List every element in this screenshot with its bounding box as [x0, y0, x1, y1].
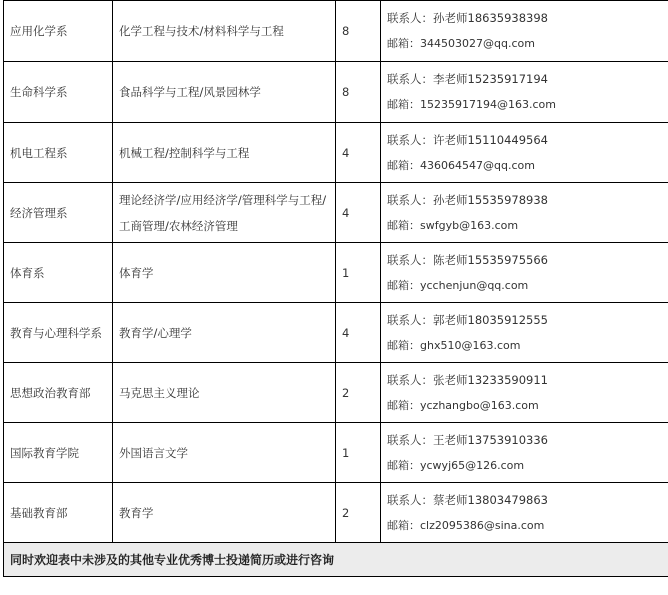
department-cell: 教育与心理科学系	[4, 303, 113, 363]
majors-cell: 教育学/心理学	[113, 303, 336, 363]
contact-email: 邮箱：clz2095386@sina.com	[387, 518, 545, 532]
contact-person: 联系人：孙老师15535978938	[387, 192, 548, 207]
contact-person: 联系人：许老师15110449564	[387, 132, 548, 147]
department-cell: 应用化学系	[4, 1, 113, 62]
department-cell: 经济管理系	[4, 183, 113, 243]
majors-cell: 体育学	[113, 243, 336, 303]
majors-cell: 外国语言文学	[113, 423, 336, 483]
contact-person: 联系人：郭老师18035912555	[387, 312, 548, 327]
department-cell: 国际教育学院	[4, 423, 113, 483]
contact-person: 联系人：张老师13233590911	[387, 372, 548, 387]
table-row	[4, 1, 668, 62]
table-row	[4, 183, 668, 243]
contact-cell	[381, 303, 668, 363]
table-row	[4, 423, 668, 483]
contact-cell	[381, 483, 668, 543]
quota-cell: 8	[336, 62, 381, 123]
table-row	[4, 123, 668, 183]
contact-cell	[381, 62, 668, 123]
table-row	[4, 303, 668, 363]
majors-cell: 机械工程/控制科学与工程	[113, 123, 336, 183]
contact-cell	[381, 1, 668, 62]
quota-cell: 2	[336, 363, 381, 423]
footer-row	[4, 543, 668, 577]
contact-person: 联系人：李老师15235917194	[387, 72, 548, 86]
department-cell: 基础教育部	[4, 483, 113, 543]
contact-email: 邮箱：15235917194@163.com	[387, 98, 556, 111]
majors-cell: 教育学	[113, 483, 336, 543]
quota-cell: 4	[336, 303, 381, 363]
contact-email: 邮箱：ghx510@163.com	[387, 338, 521, 352]
contact-cell	[381, 243, 668, 303]
majors-cell: 理论经济学/应用经济学/管理科学与工程/工商管理/农林经济管理	[113, 183, 336, 243]
table-row	[4, 243, 668, 303]
quota-cell: 1	[336, 243, 381, 303]
table-row	[4, 363, 668, 423]
majors-cell: 化学工程与技术/材料科学与工程	[113, 1, 336, 62]
table-row	[4, 483, 668, 543]
contact-email: 邮箱：swfgyb@163.com	[387, 218, 519, 232]
table-row	[4, 62, 668, 123]
department-cell: 生命科学系	[4, 62, 113, 123]
majors-cell: 马克思主义理论	[113, 363, 336, 423]
recruitment-table	[3, 0, 668, 577]
footer-note: 同时欢迎表中未涉及的其他专业优秀博士投递简历或进行咨询	[4, 543, 668, 577]
quota-cell: 2	[336, 483, 381, 543]
majors-cell: 食品科学与工程/风景园林学	[113, 62, 336, 123]
contact-email: 邮箱：ycchenjun@qq.com	[387, 278, 529, 292]
contact-cell	[381, 183, 668, 243]
contact-email: 邮箱：436064547@qq.com	[387, 158, 535, 172]
quota-cell: 4	[336, 183, 381, 243]
contact-cell	[381, 363, 668, 423]
contact-cell	[381, 123, 668, 183]
contact-person: 联系人：蔡老师13803479863	[387, 492, 548, 507]
contact-person: 联系人：陈老师15535975566	[387, 252, 548, 267]
department-cell: 机电工程系	[4, 123, 113, 183]
contact-person: 联系人：孙老师18635938398	[387, 11, 548, 25]
quota-cell: 1	[336, 423, 381, 483]
contact-email: 邮箱：344503027@qq.com	[387, 37, 535, 50]
quota-cell: 8	[336, 1, 381, 62]
contact-email: 邮箱：yczhangbo@163.com	[387, 398, 539, 412]
contact-cell	[381, 423, 668, 483]
department-cell: 体育系	[4, 243, 113, 303]
quota-cell: 4	[336, 123, 381, 183]
department-cell: 思想政治教育部	[4, 363, 113, 423]
contact-person: 联系人：王老师13753910336	[387, 432, 548, 447]
contact-email: 邮箱：ycwyj65@126.com	[387, 458, 525, 472]
